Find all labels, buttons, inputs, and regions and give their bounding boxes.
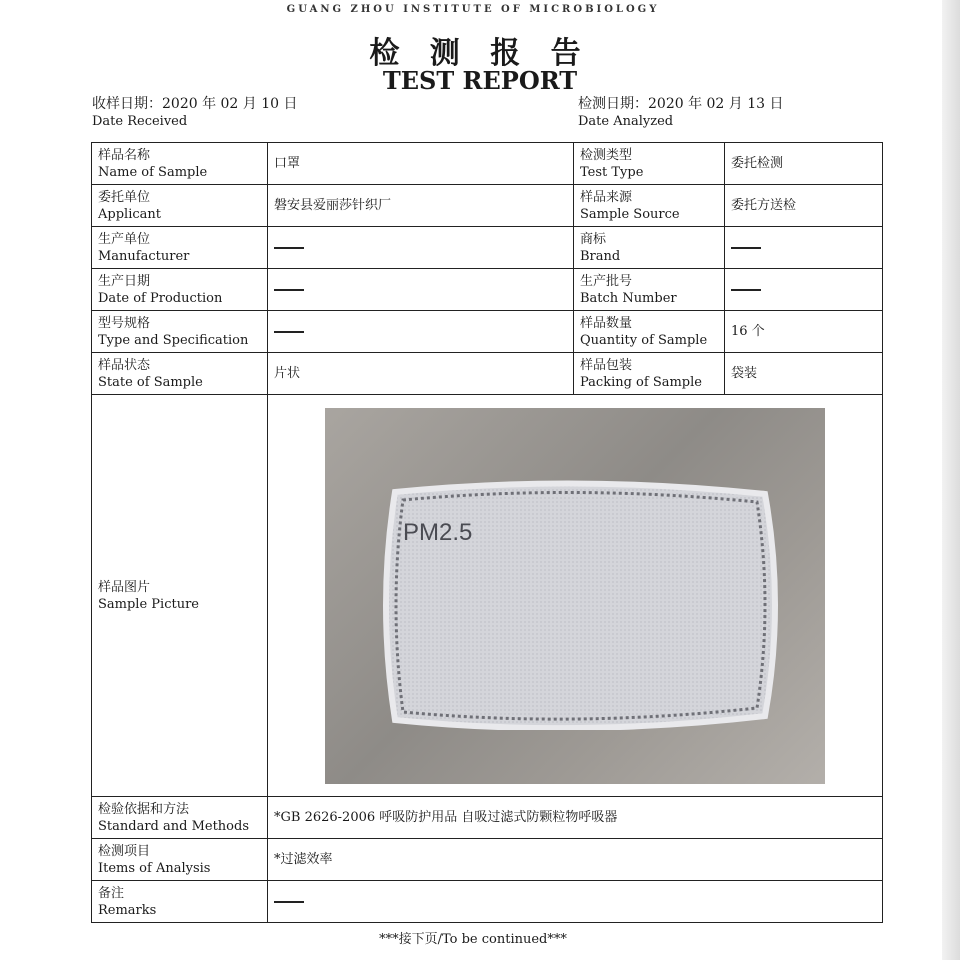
l-label bbox=[92, 143, 268, 185]
l-label-en: Type and Specification bbox=[98, 332, 249, 348]
r-label bbox=[574, 185, 725, 227]
date-analyzed bbox=[578, 96, 784, 130]
filter-pad-text: PM2.5 bbox=[403, 518, 473, 546]
report-title-cn: 检 测 报 告 bbox=[369, 36, 591, 71]
l-value bbox=[268, 269, 574, 311]
items-value: *过滤效率 bbox=[268, 839, 883, 881]
l-label-cn: 样品名称 bbox=[98, 147, 151, 163]
standard-label-en: Standard and Methods bbox=[98, 818, 249, 834]
standard-label-cn: 检验依据和方法 bbox=[98, 801, 190, 817]
r-label bbox=[574, 311, 725, 353]
info-row bbox=[92, 269, 883, 311]
remarks-dash bbox=[274, 901, 304, 903]
r-label bbox=[574, 269, 725, 311]
r-label-cn: 检测类型 bbox=[580, 147, 633, 163]
remarks-value bbox=[268, 881, 883, 923]
page-edge-shadow bbox=[942, 0, 960, 960]
l-label bbox=[92, 185, 268, 227]
r-label bbox=[574, 353, 725, 395]
date-analyzed-cn: 检测日期：2020 年 02 月 13 日 bbox=[578, 96, 784, 112]
info-row bbox=[92, 353, 883, 395]
l-label bbox=[92, 311, 268, 353]
r-label-en: Packing of Sample bbox=[580, 374, 702, 390]
info-row bbox=[92, 227, 883, 269]
r-label-cn: 样品数量 bbox=[580, 315, 633, 331]
sample-picture-label bbox=[92, 395, 268, 797]
l-label-en: Applicant bbox=[98, 206, 161, 222]
standard-value: *GB 2626-2006 呼吸防护用品 自吸过滤式防颗粒物呼吸器 bbox=[268, 797, 883, 839]
r-label-cn: 样品包装 bbox=[580, 357, 633, 373]
sample-photo bbox=[325, 408, 825, 784]
r-label-en: Quantity of Sample bbox=[580, 332, 708, 348]
r-label bbox=[574, 227, 725, 269]
r-value: 委托方送检 bbox=[725, 185, 883, 227]
l-label-cn: 型号规格 bbox=[98, 315, 151, 331]
date-received bbox=[92, 96, 298, 130]
r-value: 16 个 bbox=[725, 311, 883, 353]
l-label-cn: 生产单位 bbox=[98, 231, 151, 247]
l-label-cn: 样品状态 bbox=[98, 357, 151, 373]
sample-picture-label-cn: 样品图片 bbox=[98, 579, 151, 595]
sample-picture-cell bbox=[268, 395, 883, 797]
remarks-label-cn: 备注 bbox=[98, 885, 125, 901]
date-analyzed-en: Date Analyzed bbox=[578, 114, 674, 129]
l-label-cn: 委托单位 bbox=[98, 189, 151, 205]
sample-picture-row bbox=[92, 395, 883, 797]
report-table bbox=[91, 142, 883, 923]
r-value-dash bbox=[731, 289, 761, 291]
l-label bbox=[92, 269, 268, 311]
remarks-label bbox=[92, 881, 268, 923]
date-received-cn: 收样日期：2020 年 02 月 10 日 bbox=[92, 96, 298, 112]
info-row bbox=[92, 143, 883, 185]
r-label-cn: 商标 bbox=[580, 231, 607, 247]
l-value bbox=[268, 311, 574, 353]
l-label-en: State of Sample bbox=[98, 374, 203, 390]
date-received-en: Date Received bbox=[92, 114, 188, 129]
sample-picture-label-en: Sample Picture bbox=[98, 596, 199, 612]
r-label-cn: 生产批号 bbox=[580, 273, 633, 289]
items-label-cn: 检测项目 bbox=[98, 843, 151, 859]
r-label-en: Sample Source bbox=[580, 206, 680, 222]
r-value-dash bbox=[731, 247, 761, 249]
items-label bbox=[92, 839, 268, 881]
items-label-en: Items of Analysis bbox=[98, 860, 211, 876]
r-value bbox=[725, 227, 883, 269]
info-row bbox=[92, 311, 883, 353]
standard-row bbox=[92, 797, 883, 839]
r-label-en: Test Type bbox=[580, 164, 644, 180]
r-label-en: Batch Number bbox=[580, 290, 677, 306]
l-label-en: Date of Production bbox=[98, 290, 223, 306]
report-title-en: TEST REPORT bbox=[382, 66, 578, 95]
remarks-row bbox=[92, 881, 883, 923]
l-value bbox=[268, 227, 574, 269]
r-label-en: Brand bbox=[580, 248, 621, 264]
l-label-cn: 生产日期 bbox=[98, 273, 151, 289]
l-label-en: Manufacturer bbox=[98, 248, 190, 264]
l-value-dash bbox=[274, 331, 304, 333]
l-label bbox=[92, 353, 268, 395]
l-value-dash bbox=[274, 247, 304, 249]
l-value-dash bbox=[274, 289, 304, 291]
l-label bbox=[92, 227, 268, 269]
continued-note: ***接下页/To be continued*** bbox=[379, 932, 567, 947]
r-label-cn: 样品来源 bbox=[580, 189, 633, 205]
r-value: 袋装 bbox=[725, 353, 883, 395]
r-value: 委托检测 bbox=[725, 143, 883, 185]
institute-name: GUANG ZHOU INSTITUTE OF MICROBIOLOGY bbox=[286, 4, 660, 15]
l-value: 磐安县爱丽莎针织厂 bbox=[268, 185, 574, 227]
standard-label bbox=[92, 797, 268, 839]
l-value: 片状 bbox=[268, 353, 574, 395]
l-label-en: Name of Sample bbox=[98, 164, 208, 180]
remarks-label-en: Remarks bbox=[98, 902, 157, 918]
l-value: 口罩 bbox=[268, 143, 574, 185]
info-row bbox=[92, 185, 883, 227]
r-label bbox=[574, 143, 725, 185]
r-value bbox=[725, 269, 883, 311]
filter-pad-image bbox=[375, 480, 785, 730]
items-row bbox=[92, 839, 883, 881]
